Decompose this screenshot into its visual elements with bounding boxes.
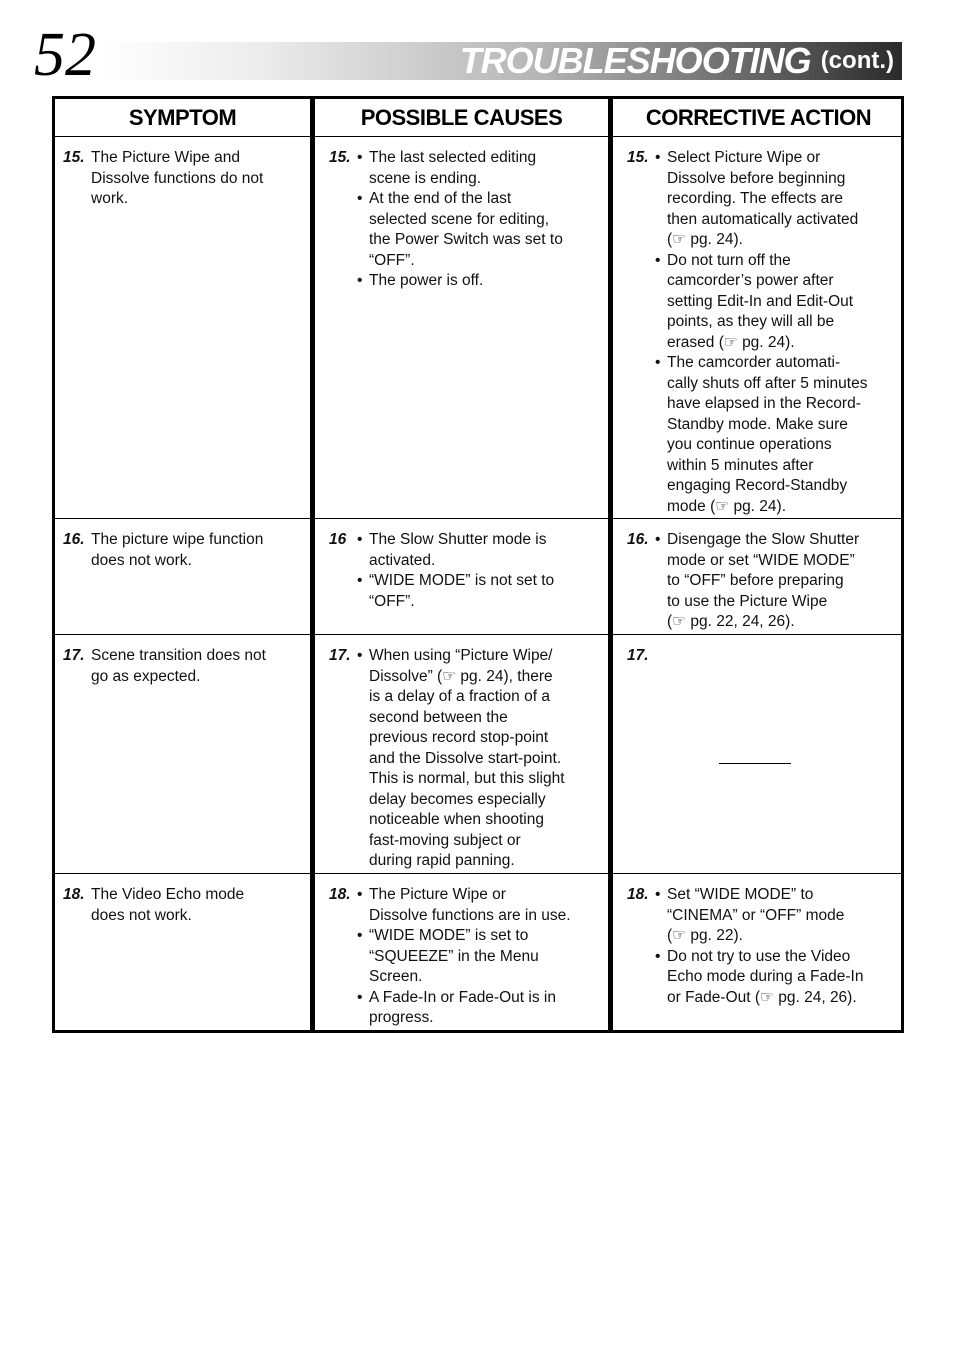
- symptom-entry: [55, 885, 310, 926]
- action-line: you continue operations: [667, 436, 832, 453]
- cause-line: The power is off.: [369, 272, 484, 289]
- causes-header: POSSIBLE CAUSES: [360, 105, 563, 130]
- symptom-entry: [55, 646, 310, 687]
- cause-line: The last selected editing: [369, 149, 537, 166]
- cause-bullet: [357, 988, 608, 1029]
- cause-line: “SQUEEZE” in the Menu: [369, 947, 539, 965]
- symptom-line: The picture wipe function: [91, 531, 264, 548]
- action-cell: [613, 646, 904, 667]
- cause-line: “WIDE MODE” is set to: [369, 927, 529, 944]
- symptom-line: The Picture Wipe and: [91, 149, 241, 166]
- title-banner: [100, 42, 902, 80]
- cause-line: The Slow Shutter mode is: [369, 531, 547, 548]
- item-number: 15.: [63, 149, 85, 166]
- action-line: Set “WIDE MODE” to: [667, 886, 814, 903]
- action-line: (☞ pg. 24).: [667, 231, 743, 248]
- title-text-group: [460, 42, 894, 80]
- page-title: TROUBLESHOOTING: [459, 40, 811, 81]
- action-line: cally shuts off after 5 minutes: [667, 374, 868, 392]
- item-number: 15.: [329, 149, 351, 166]
- action-line: (☞ pg. 22, 24, 26).: [667, 613, 795, 630]
- item-number: 17.: [63, 647, 85, 664]
- action-bullet: [655, 530, 904, 633]
- cause-line: The Picture Wipe or: [369, 886, 506, 903]
- cause-line: “WIDE MODE” is not set to: [369, 572, 555, 589]
- symptom-entry: [55, 148, 310, 210]
- causes-list: [315, 148, 608, 292]
- cause-bullet: [357, 148, 608, 189]
- item-number: 17.: [329, 647, 351, 664]
- action-bullet: [655, 947, 904, 1009]
- cause-line: previous record stop-point: [369, 729, 549, 746]
- causes-cell: [315, 646, 608, 872]
- symptom-line: Dissolve functions do not: [91, 169, 264, 187]
- cause-line: When using “Picture Wipe/: [369, 647, 553, 664]
- bullet-dot: •: [655, 947, 661, 965]
- action-line: mode (☞ pg. 24).: [667, 497, 787, 515]
- cause-bullet: [357, 271, 608, 292]
- cause-line: noticeable when shooting: [369, 811, 544, 828]
- bullet-dot: •: [357, 886, 363, 903]
- cause-line: This is normal, but this slight: [369, 770, 565, 787]
- bullet-dot: •: [655, 531, 661, 548]
- action-bullet: [655, 353, 904, 517]
- cause-line: scene is ending.: [369, 169, 482, 187]
- action-line: recording. The effects are: [667, 190, 844, 207]
- no-action-dash: [719, 763, 791, 764]
- action-line: or Fade-Out (☞ pg. 24, 26).: [667, 988, 857, 1006]
- item-number: 16.: [627, 531, 649, 548]
- action-line: Dissolve before beginning: [667, 169, 846, 187]
- item-number: 18.: [329, 886, 351, 903]
- page-number: 52: [34, 21, 96, 89]
- bullet-dot: •: [655, 149, 661, 166]
- action-bullet: [655, 885, 904, 947]
- item-number: 18.: [627, 886, 649, 903]
- cause-bullet: [357, 926, 608, 988]
- causes-list: [315, 646, 608, 872]
- cause-line: second between the: [369, 708, 508, 726]
- item-number: 16: [329, 531, 347, 548]
- symptom-line: go as expected.: [91, 667, 201, 685]
- action-line: mode or set “WIDE MODE”: [667, 551, 855, 569]
- row-divider: [55, 634, 901, 635]
- action-line: erased (☞ pg. 24).: [667, 333, 795, 351]
- cause-line: Screen.: [369, 968, 423, 985]
- action-cell: [613, 885, 904, 1008]
- action-line: to “OFF” before preparing: [667, 572, 844, 589]
- symptom-cell: [55, 148, 310, 210]
- cause-bullet: [357, 646, 608, 872]
- action-line: Disengage the Slow Shutter: [667, 531, 860, 548]
- action-header: CORRECTIVE ACTION: [645, 105, 872, 130]
- symptom-line: The Video Echo mode: [91, 886, 245, 903]
- symptom-cell: [55, 646, 310, 687]
- symptom-entry: [55, 530, 310, 571]
- cause-bullet: [357, 189, 608, 271]
- actions-list: [613, 530, 904, 633]
- item-number: 16.: [63, 531, 85, 548]
- action-line: Echo mode during a Fade-In: [667, 968, 864, 985]
- action-line: setting Edit-In and Edit-Out: [667, 292, 854, 310]
- causes-cell: [315, 885, 608, 1029]
- action-bullet: [655, 148, 904, 251]
- action-line: to use the Picture Wipe: [667, 592, 828, 610]
- action-line: Do not try to use the Video: [667, 947, 851, 965]
- action-cell: [613, 148, 904, 517]
- cause-line: At the end of the last: [369, 190, 512, 207]
- bullet-dot: •: [357, 647, 363, 664]
- cause-line: activated.: [369, 551, 436, 569]
- item-number: 17.: [627, 647, 649, 664]
- cause-bullet: [357, 571, 608, 612]
- troubleshooting-table: [52, 96, 904, 1033]
- bullet-dot: •: [357, 572, 363, 589]
- bullet-dot: •: [357, 531, 363, 548]
- symptom-line: does not work.: [91, 906, 192, 924]
- action-line: then automatically activated: [667, 210, 859, 228]
- action-line: Do not turn off the: [667, 251, 791, 269]
- causes-list: [315, 530, 608, 612]
- actions-list: [613, 885, 904, 1008]
- action-line: The camcorder automati-: [667, 354, 841, 371]
- item-number: 18.: [63, 886, 85, 903]
- action-bullet: [655, 251, 904, 354]
- action-line: Standby mode. Make sure: [667, 415, 848, 433]
- symptom-line: work.: [91, 190, 129, 207]
- cause-line: progress.: [369, 1009, 434, 1026]
- cause-line: fast-moving subject or: [369, 831, 521, 849]
- cause-line: Dissolve” (☞ pg. 24), there: [369, 667, 553, 685]
- cause-line: and the Dissolve start-point.: [369, 749, 562, 767]
- bullet-dot: •: [357, 272, 363, 289]
- action-line: (☞ pg. 22).: [667, 927, 743, 944]
- cause-line: “OFF”.: [369, 592, 415, 610]
- row-divider: [55, 136, 901, 137]
- action-line: have elapsed in the Record-: [667, 395, 861, 412]
- row-divider: [55, 518, 901, 519]
- cause-line: is a delay of a fraction of a: [369, 688, 550, 705]
- actions-list: [613, 646, 904, 667]
- bullet-dot: •: [357, 149, 363, 166]
- bullet-dot: •: [655, 251, 661, 269]
- symptom-header: SYMPTOM: [128, 105, 237, 130]
- cause-line: A Fade-In or Fade-Out is in: [369, 988, 556, 1006]
- bullet-dot: •: [655, 886, 661, 903]
- action-line: points, as they will all be: [667, 313, 835, 330]
- action-line: camcorder’s power after: [667, 272, 834, 289]
- symptom-cell: [55, 885, 310, 926]
- empty-action: [667, 646, 904, 667]
- bullet-dot: •: [357, 988, 363, 1006]
- action-cell: [613, 530, 904, 633]
- action-line: within 5 minutes after: [667, 456, 814, 474]
- bullet-dot: •: [357, 927, 363, 944]
- cause-line: delay becomes especially: [369, 790, 546, 808]
- actions-list: [613, 148, 904, 517]
- symptom-cell: [55, 530, 310, 571]
- bullet-dot: •: [655, 354, 661, 371]
- cause-bullet: [357, 885, 608, 926]
- action-line: engaging Record-Standby: [667, 477, 848, 494]
- causes-list: [315, 885, 608, 1029]
- action-line: “CINEMA” or “OFF” mode: [667, 906, 845, 924]
- cause-line: selected scene for editing,: [369, 210, 550, 228]
- causes-cell: [315, 530, 608, 612]
- action-line: Select Picture Wipe or: [667, 149, 821, 166]
- cause-line: the Power Switch was set to: [369, 231, 563, 248]
- cause-line: Dissolve functions are in use.: [369, 906, 571, 924]
- page-title-suffix: (cont.): [820, 47, 894, 74]
- row-divider: [55, 873, 901, 874]
- symptom-line: does not work.: [91, 551, 192, 569]
- symptom-line: Scene transition does not: [91, 647, 266, 664]
- cause-line: during rapid panning.: [369, 852, 515, 869]
- cause-bullet: [357, 530, 608, 571]
- item-number: 15.: [627, 149, 649, 166]
- cause-line: “OFF”.: [369, 251, 415, 269]
- causes-cell: [315, 148, 608, 292]
- bullet-dot: •: [357, 190, 363, 207]
